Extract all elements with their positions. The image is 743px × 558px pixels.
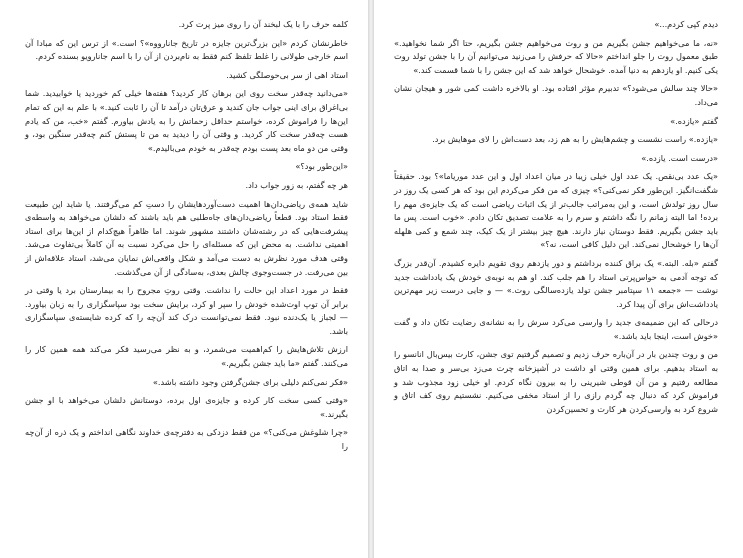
left-paragraph-8: فقط در مورد اعداد این حالت را نداشت. وقتی روتِ مجروح را به بیمارستان برد یا وقتی در برابر آن توپ اوت‌شده خودش را سپر او کرد، برایش سخت بود سپاسگزاری را به زبان بیاورد. — لجباز یا یک‌دنده نبود. فقط نمی‌توانست درک کند آن‌چه را که کرده شایسته‌ی سپاسگزاری باشد.: [25, 285, 348, 336]
left-paragraph-2: خاطرنشان کردم «این بزرگ‌ترین جایزه در تاریخ جانارووه»؟ است.» از ترس این که مبادا آن اسم خارجی طولانی را غلط تلفظ کنم فقط به نام‌بردن از آن را با اسم جانارویو بسنده کردم.: [25, 37, 348, 62]
left-paragraph-11: «وقتی کسی سخت کار کرده و جایزه‌ی اول برده، دوستانش دلشان می‌خواهد با او جشن بگیرند.»: [25, 395, 348, 419]
right-page: [374, 0, 743, 558]
left-paragraph-5: «این‌طور بود؟»: [295, 161, 348, 172]
left-paragraph-10: «فکر نمی‌کنم دلیلی برای جشن‌گرفتن وجود داشته باشد.»: [152, 376, 348, 387]
right-paragraph-10: من و روت چندین بار در آن‌باره حرف زدیم و تصمیم گرفتیم توی جشن، کارت بیس‌بال انانسو را به استاد بدهیم. برای همین وقتی او داشت در آشپزخانه چرت می‌زد بی‌سر و صدا به اتاق مطالعه رفتیم و من آن قوطی شیرینی را به بیرون نگاه کردم. او خیلی زود مجذوب شد و فراموش کرد که دنبال چه گردم رازی را از استاد مخفی می‌کنیم. نشستیم روی کف اتاق و شروع کرد به وارسی‌کردن هر کارت و تحسین‌کردن: [394, 349, 718, 414]
right-paragraph-2: «نه، ما می‌خواهیم جشن بگیریم من و روت می‌خواهیم جشن بگیریم، حتا اگر شما نخواهید.» طبق معمول روت را جلو انداختم «حالا که حرفش را می‌زنید می‌توانیم آن را با جشن تولد روت یکی کنیم. او یازدهم به دنیا آمده. خوشحال خواهد شد که این جشن را با شما قسمت کند.»: [394, 37, 718, 75]
left-paragraph-12: «چرا شلوغش می‌کنی؟» من فقط دزدکی به دفترچه‌ی خداوند نگاهی انداختم و یک ذره از آن‌چه را: [25, 427, 348, 452]
left-paragraph-3: استاد اهی از سر بی‌حوصلگی کشید.: [226, 69, 348, 80]
right-paragraph-3: «حالا چند سالش می‌شود؟» تدبیرم مؤثر افتاده بود. او بالاخره داشت کمی شور و هیجان نشان می‌داد.: [394, 83, 718, 107]
left-page: [0, 0, 368, 558]
right-paragraph-6: «درست است. یازده.»: [641, 152, 718, 163]
left-paragraph-1: کلمه حرف را با یک لبخند آن را روی میز پرت کرد.: [178, 19, 348, 29]
right-paragraph-5: «یازده.» راست نشست و چشم‌هایش را به هم زد، بعد دست‌اش را لای موهایش برد.: [432, 134, 718, 145]
left-paragraph-4: «می‌دانید چه‌قدر سخت روی این برهان کار کردید؟ هفته‌ها خیلی کم خوردید یا خوابیدید. شما بی‌اغراق برای اینی جواب جان کندید و عرق‌تان درآمد تا آن را ثابت کنید.» با علم به این که تمام این‌ها را فراموش کرده، خواستم حداقل زحماتش را به یادش بیاورم. گفتم «خب، من که یادم هست چه‌قدر سخت کار کردید. و وقتی آن را دیدید به من تا پستش کنم چه‌قدر سنگین بود، و وقتی من دو ماه بعد پست بودم چه‌قدر به خودم می‌بالیدم.»: [25, 88, 348, 153]
right-paragraph-1: دیدم کپی کردم...»: [654, 19, 718, 29]
right-paragraph-9: درحالی که این ضمیمه‌ی جدید را وارسی می‌کرد سرش را به نشانه‌ی رضایت تکان داد و گفت «خوش است، اینجا باید باشد.»: [394, 317, 718, 341]
right-paragraph-4: گفتم «یازده.»: [670, 115, 718, 126]
left-page-text: [25, 18, 348, 552]
left-paragraph-6: هر چه گفتم، به زور جواب داد.: [245, 179, 348, 190]
right-paragraph-7: «یک عدد بی‌نقص. یک عدد اول خیلی زیبا در میان اعداد اول و این عدد موریاما»؟ بود. حقیقتاً شگفت‌انگیز. این‌طور فکر نمی‌کنی؟» چیزی که من فکر می‌کردم این بود که هر کسی یک روز در سال روز تولدش است، و این به‌مراتب جالب‌تر از یک اثبات ریاضی است که یک جایزه‌ی مهم را برده! اما البته زمانم را نگه داشتم و سرم را به علامت تصدیق تکان دادم. «خوب است. پس ما باید جشن بگیریم. فقط دوستان نیاز دارند. هیچ چیز بیشتر از یک کیک، چند شمع و کمی هلهله آن‌ها را خوشحال نمی‌کند. این دلیل کافی است، نه؟»: [394, 171, 718, 250]
right-paragraph-8: گفتم «بله. البته.» یک براق کننده برداشتم و دور یازدهم روی تقویم دایره کشیدم. آن‌قدر بزرگ که توجه آدمی به حواس‌پرتی استاد را هم جلب کند. او هم به نوبه‌ی خودش یک یادداشت جدید نوشت — «جمعه ۱۱ سپتامبر جشن تولد یازده‌سالگی روت.» — و جایی درست زیر مهم‌ترین یادداشت‌اش برای آن پیدا کرد.: [394, 257, 719, 309]
left-paragraph-7: شاید همه‌ی ریاضی‌دان‌ها اهمیت دست‌آوردهایشان را دستِ کم می‌گرفتند. یا شاید این طبیعت فقط استاد بود. قطعاً ریاضی‌دان‌های جاه‌طلبی هم باید باشند که دلشان می‌خواهد به واسطه‌ی پیشرفت‌هایی که در رشته‌شان داشتند مشهور شوند. اما ظاهراً هیچ‌کدام از این‌ها برای استاد اهمیتی نداشت. به محض این که مسئله‌ای را حل می‌کرد نسبت به آن کاملاً بی‌تفاوت می‌شد. وقتی هدف مورد نظرش به دست می‌آمد و شکل واقعی‌اش نمایان می‌شد، استاد علاقه‌اش از بین می‌رفت. در جست‌وجوی چالش بعدی، به‌سادگی از آن می‌گذشت.: [25, 198, 348, 277]
left-paragraph-9: ارزش تلاش‌هایش را کم‌اهمیت می‌شمرد، و به نظر می‌رسید فکر می‌کند همه همین کار را می‌کنند. گفتم «ما باید جشن بگیریم.»: [25, 344, 348, 369]
right-page-text: [394, 18, 718, 552]
